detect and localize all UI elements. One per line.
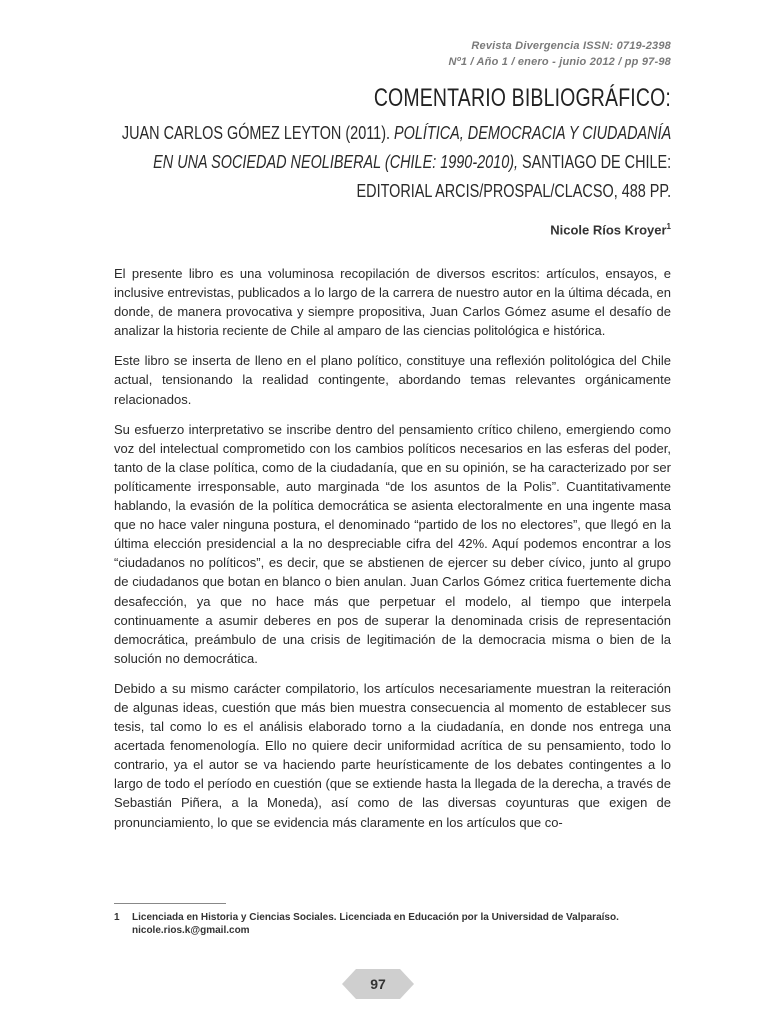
paragraph: Debido a su mismo carácter compilatorio, los artículos necesariamente muestran la reiteración de algunas ideas, cuestión que más bien muestra consecuencia al momento de establecer sus tesis, tal como lo es el análisis elaborado torno a la ciudadanía, en donde nos entrega una acertada fenomenología. Ello no quiere decir uniformidad acrítica de su pensamiento, todo lo contrario, ya el autor se va haciendo parte heurísticamente de los debates contingentes a lo largo de todo el período en cuestión (que se extiende hasta la llegada de la derecha, a través de Sebastián Piñera, a la Moneda), así como de las diversas coyunturas que exigen de pronunciamiento, lo que se evidencia más claramente en los artículos que co- [114,680,671,830]
paragraph: Su esfuerzo interpretativo se inscribe dentro del pensamiento crítico chileno, emergiendo como voz del intelectual comprometido con los cambios políticos necesarios en las esferas del poder, tanto de la clase política, como de la ciudadanía, que en su opinión, se ha caracterizado por ser políticamente irresponsable, auto marginada “de los asuntos de la Polis”. Cuantitativamente hablando, la evasión de la política democrática se asienta electoralmente en una ingente masa que no hace valer ninguna postura, el denominado “partido de los no electores”, que llegó en la última elección presidencial a la no despreciable cifra del 42%. Aquí podemos encontrar a los “ciudadanos no políticos”, es decir, que se abstienen de ejercer su deber cívico, junto al grupo de ciudadanos que botan en blanco o bien anulan. Juan Carlos Gómez critica fuertemente dicha desafección, ya que no hace más que perpetuar el modelo, al tiempo que interpela continuamente a asumir deberes en pos de superar la denominada crisis de representación democrática, preámbulo de una crisis de legitimación de la democracia misma o bien de la solución no democrática. [114,421,671,666]
reference-line1a: JUAN CARLOS GÓMEZ LEYTON (2011). [121,122,394,143]
author-name [550,222,671,237]
reference-line2b: SANTIAGO DE CHILE: [517,151,671,172]
issue-info: Nº1 / Año 1 / enero - junio 2012 / pp 97-98 [448,56,671,68]
page-number-box [342,969,414,999]
paragraph: El presente libro es una voluminosa recopilación de diversos escritos: artículos, ensayos, e inclusive entrevistas, publicados a lo largo de la carrera de nuestro autor en la última década, en donde, de manera provocativa y siempre propositiva, Juan Carlos Gómez asume el desafío de analizar la historia reciente de Chile al amparo de las ciencias politológica e histórica. [114,266,671,339]
page-number: 97 [356,969,400,999]
footnote-text: Licenciada en Historia y Ciencias Sociales. Licenciada en Educación por la Universidad de Valparaíso. [132,912,619,923]
footnote-divider [114,903,226,904]
reference-line2a: EN UNA SOCIEDAD NEOLIBERAL (CHILE: 1990-2010), [152,151,518,172]
paragraph: Este libro se inserta de lleno en el plano político, constituye una reflexión politológica del Chile actual, tensionando la realidad contingente, abordando temas relevantes orgánicamente relacionados. [114,353,671,407]
left-arrow-shape [342,969,356,999]
journal-header: Revista Divergencia ISSN: 0719-2398 [471,40,671,52]
footnote-email: nicole.rios.k@gmail.com [132,925,250,936]
right-arrow-shape [400,969,414,999]
footnote-number: 1 [114,912,120,923]
reference-line3: EDITORIAL ARCIS/PROSPAL/CLACSO, 488 PP. [356,180,671,201]
page-title: COMENTARIO BIBLIOGRÁFICO: [373,84,671,112]
footnote [114,911,671,937]
reference-line1b: POLÍTICA, DEMOCRACIA Y CIUDADANÍA [393,122,671,143]
author-text: Nicole Ríos Kroyer [550,222,667,238]
footnote-ref: 1 [666,222,671,231]
book-reference [122,118,671,205]
article-body [114,264,671,843]
